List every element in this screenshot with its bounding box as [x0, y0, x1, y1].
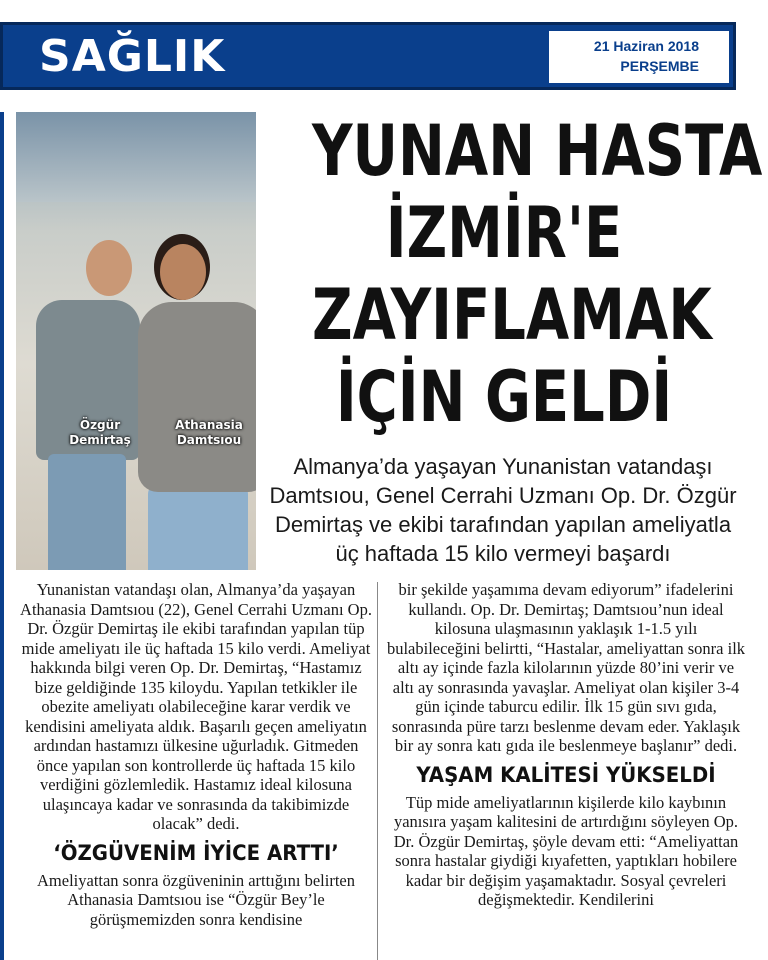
body-column-right [386, 580, 746, 910]
left-rule [0, 112, 4, 960]
headline [312, 110, 763, 438]
photo-man-head [86, 240, 132, 296]
photo-caption-man: Özgür Demirtaş [69, 418, 131, 447]
photo-caption-woman: Athanasia Damtsıou [175, 418, 243, 447]
body-paragraph: Ameliyattan sonra özgüveninin arttığını belirten Athanasia Damtsıou ise “Özgür Bey’le görüşmemizden sonra kendisine [37, 870, 355, 929]
photo-woman-head [160, 244, 206, 300]
article-photo [16, 112, 256, 570]
section-title: SAĞLIK [39, 31, 226, 82]
body-paragraph: bir şekilde yaşamıma devam ediyorum” ifadelerini kullandı. Op. Dr. Demirtaş; Damtsıou’nun ideal kilosuna ulaşmasının yaklaşık 1-1.5 yılı bulabileceğini belirtti, “Hastalar, ameliyattan sonra ilk altı ay içinde fazla kilolarının yüzde 80’ini verir ve altı ay sonrasında yavaşlar. Ameliyat olan kişiler 3-4 gün içinde taburcu edilir. İlk 15 gün sıvı gıda, sonrasında püre tarzı beslenme devam eder. Yaklaşık bir ay sonra katı gıda ile beslenmeye başlanır” dedi. [386, 580, 746, 755]
photo-man-legs [48, 454, 126, 570]
section-header-bar [0, 22, 736, 90]
headline-line: YUNAN HASTA [312, 110, 763, 192]
date-box [549, 31, 729, 83]
issue-date: 21 Haziran 2018 [593, 38, 699, 54]
headline-line: İZMİR'E [385, 192, 623, 274]
body-paragraph: Tüp mide ameliyatlarının kişilerde kilo kaybının yanısıra yaşam kalitesini de artırdığını söyleyen Op. Dr. Özgür Demirtaş, şöyle devam etti: “Ameliyattan sonra hastalar giydiği kıyafetten, yaptıkları hobilere kadar bir değişim yaşamaktadır. Sosyal çevreleri değişmektedir. Kendilerini [393, 792, 739, 909]
photo-woman-body [138, 302, 256, 492]
headline-line: İÇİN GELDİ [335, 356, 673, 438]
headline-line: ZAYIFLAMAK [312, 274, 712, 356]
photo-woman-legs [148, 484, 248, 570]
photo-background [16, 112, 256, 202]
subheading: ‘ÖZGÜVENİM İYİCE ARTTI’ [53, 840, 339, 865]
article-deck: Almanya’da yaşayan Yunanistan vatandaşı Damtsıou, Genel Cerrahi Uzmanı Op. Dr. Özgür Demirtaş ve ekibi tarafından yapılan ameliyatla üç haftada 15 kilo vermeyi başardı [269, 454, 737, 566]
subheading: YAŞAM KALİTESİ YÜKSELDİ [416, 762, 716, 787]
body-column-left [20, 580, 372, 929]
body-paragraph: Yunanistan vatandaşı olan, Almanya’da yaşayan Athanasia Damtsıou (22), Genel Cerrahi Uzmanı Op. Dr. Özgür Demirtaş ile ekibi tarafından yapılan tüp mide ameliyatı ile üç haftada 15 kilo verdi. Ameliyat hakkında bilgi veren Op. Dr. Demirtaş, “Hastamız bize geldiğinde 135 kiloydu. Yapılan tetkikler ile obezite ameliyatı olabileceğine karar verdik ve kendisini ameliyata aldık. Başarılı geçen ameliyatın ardından hastamızı ülkesine uğurladık. Gitmeden önce yapılan son kontrollerde üç haftada 15 kilo verdiğini gözlemledik. Hastamız ideal kilosuna ulaşıncaya kadar ve sonrasında da takibimizde olacak” dedi. [20, 580, 372, 833]
column-divider [377, 582, 378, 960]
issue-weekday: PERŞEMBE [620, 58, 699, 74]
